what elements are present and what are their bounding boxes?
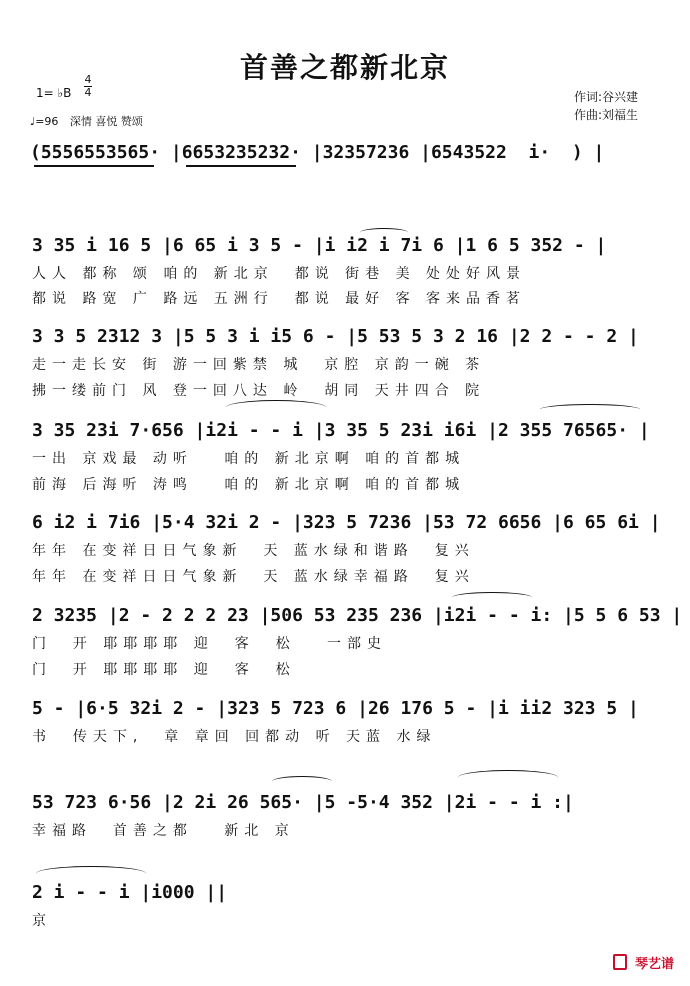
logo-icon xyxy=(613,954,627,970)
beam-underline xyxy=(186,165,296,167)
watermark-text: 琴艺谱 xyxy=(634,957,674,972)
notation-row: 6 i2 i 7i6 |5·4 32i 2 - |323 5 7236 |53 72 6656 |6 65 6i | xyxy=(32,512,661,533)
lyric-line-1: 人人 都称 颂 咱的 新北京 都说 街巷 美 处处好风景 xyxy=(32,266,527,282)
beam-underline xyxy=(34,165,154,167)
time-signature-top: 4 xyxy=(84,73,92,86)
notation-row: 53 723 6·56 |2 2i 26 565· |5 -5·4 352 |2i - - i :| xyxy=(32,792,574,813)
notation-row-intro: (5556553565· |6653235232· |32357236 |6543522 i· ) | xyxy=(30,142,605,163)
notation-row: 3 35 23i 7·656 |i2i - - i |3 35 5 23i i6i |2 355 76565· | xyxy=(32,420,650,441)
time-signature xyxy=(84,74,92,99)
slur-mark xyxy=(360,228,408,237)
key-signature: 1= ♭B xyxy=(36,86,72,100)
tempo-marking xyxy=(30,113,143,129)
lyric-line-2: 拂一缕前门 风 登一回八达 岭 胡同 天井四合 院 xyxy=(32,383,486,399)
slur-mark xyxy=(540,404,640,415)
lyric-line-2: 都说 路宽 广 路远 五洲行 都说 最好 客 客来品香茗 xyxy=(32,291,527,307)
lyric-line-1: 走一走长安 街 游一回紫禁 城 京腔 京韵一碗 茶 xyxy=(32,357,486,373)
slur-mark xyxy=(272,776,332,787)
slur-mark xyxy=(36,866,146,881)
tempo-value: ♩=96 xyxy=(30,115,59,128)
notation-row: 2 i - - i |i000 || xyxy=(32,882,228,903)
score-title: 首善之都新北京 xyxy=(239,51,450,84)
watermark-logo xyxy=(613,953,674,972)
slur-mark xyxy=(458,770,558,785)
notation-row: 3 3 5 2312 3 |5 5 3 i i5 6 - |5 53 5 3 2 16 |2 2 - - 2 | xyxy=(32,326,639,347)
lyric-line-1: 幸福路 首善之都 新北 京 xyxy=(32,823,295,839)
notation-row: 3 35 i 16 5 |6 65 i 3 5 - |i i2 i 7i 6 |1 6 5 352 - | xyxy=(32,235,607,256)
lyric-line-1: 书 传天下, 章 章回 回都动 听 天蓝 水绿 xyxy=(32,729,437,745)
lyric-line-2: 年年 在变祥日日气象新 天 蓝水绿幸福路 复兴 xyxy=(32,569,475,585)
lyricist-credit: 作词:谷兴建 xyxy=(574,90,639,104)
slur-mark xyxy=(452,592,532,603)
lyric-line-1: 年年 在变祥日日气象新 天 蓝水绿和谐路 复兴 xyxy=(32,543,475,559)
lyric-line-1: 一出 京戏最 动听 咱的 新北京啊 咱的首都城 xyxy=(32,451,466,467)
notation-row: 5 - |6·5 32i 2 - |323 5 723 6 |26 176 5 - |i ii2 323 5 | xyxy=(32,698,639,719)
lyric-line-2: 前海 后海听 涛鸣 咱的 新北京啊 咱的首都城 xyxy=(32,477,466,493)
lyric-line-1: 京 xyxy=(32,913,52,929)
time-signature-bottom: 4 xyxy=(84,86,92,99)
composer-credit: 作曲:刘福生 xyxy=(574,108,639,122)
expression-text: 深情 喜悦 赞颂 xyxy=(69,115,143,128)
notation-row: 2 3235 |2 - 2 2 2 23 |506 53 235 236 |i2i - - i: |5 5 6 53 | xyxy=(32,605,683,626)
lyric-line-2: 门 开 耶耶耶耶 迎 客 松 xyxy=(32,662,296,678)
lyric-line-1: 门 开 耶耶耶耶 迎 客 松 一部史 xyxy=(32,636,387,652)
slur-mark xyxy=(226,400,326,415)
